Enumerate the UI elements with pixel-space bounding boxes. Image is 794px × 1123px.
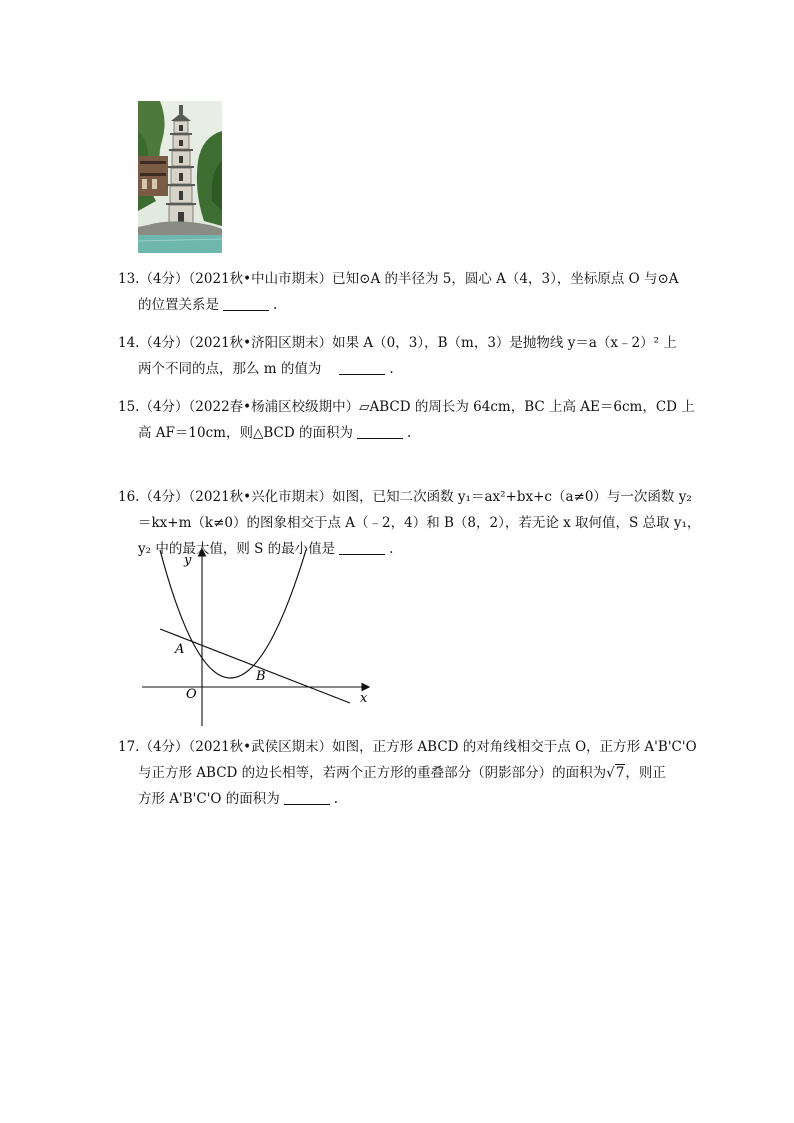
question-16-line-1: 16.（4分）（2021秋•兴化市期末）如图，已知二次函数 y₁＝ax²+bx+c（a≠0）与一次函数 y₂ <box>118 489 692 505</box>
pagoda-photo <box>138 101 222 253</box>
question-17-line-2-text: 与正方形 ABCD 的边长相等，若两个正方形的重叠部分（阴影部分）的面积为 <box>138 765 607 781</box>
question-13-line-2 <box>118 292 678 318</box>
question-15-line-2 <box>118 420 678 446</box>
answer-blank-17[interactable] <box>284 790 330 805</box>
question-14-line-2-text: 两个不同的点，那么 m 的值为 <box>138 361 322 377</box>
question-14 <box>118 330 678 382</box>
question-17-line-3-text: 方形 A'B'C'O 的面积为 <box>138 791 280 807</box>
sqrt-expression: √7 <box>606 765 625 781</box>
point-b-label: B <box>256 669 266 684</box>
y-axis-label: y <box>184 553 192 568</box>
question-13 <box>118 266 678 318</box>
answer-blank-13[interactable] <box>223 296 269 311</box>
question-13-tail: . <box>273 297 278 313</box>
question-14-line-2 <box>118 356 678 382</box>
question-17-line-3 <box>118 786 678 812</box>
sqrt-radicand: 7 <box>615 765 625 781</box>
question-17-line-2 <box>118 760 678 786</box>
question-15 <box>118 394 695 446</box>
question-17-line-2-after: ，则正 <box>625 765 666 781</box>
question-13-line-2-text: 的位置关系是 <box>138 297 219 313</box>
origin-label: O <box>186 687 197 702</box>
answer-blank-15[interactable] <box>357 424 403 439</box>
question-16-line-2: ＝kx+m（k≠0）的图象相交于点 A（﹣2，4）和 B（8，2），若无论 x 取何值，S 总取 y₁， <box>138 515 701 531</box>
question-17-tail: . <box>333 791 339 807</box>
question-15-tail: . <box>406 425 412 441</box>
parabola-curve <box>160 550 306 678</box>
question-17-line-1: 17.（4分）（2021秋•武侯区期末）如图，正方形 ABCD 的对角线相交于点 O，正方形 A'B'C'O <box>118 739 697 755</box>
question-16-line-3-text: y₂ 中的最大值，则 S 的最小值是 <box>138 541 336 557</box>
question-13-line-1: 13.（4分）（2021秋•中山市期末）已知⊙A 的半径为 5，圆心 A（4，3），坐标原点 O 与⊙A <box>118 271 679 287</box>
question-15-line-2-text: 高 AF＝10cm，则△BCD 的面积为 <box>138 425 353 441</box>
x-axis-label: x <box>360 691 368 706</box>
question-14-line-1: 14.（4分）（2021秋•济阳区期末）如果 A（0，3），B（m，3）是抛物线 y＝a（x﹣2）² 上 <box>118 335 677 351</box>
question-16-tail: . <box>389 541 394 557</box>
function-graph <box>136 544 376 728</box>
question-14-tail: . <box>389 361 394 377</box>
question-17 <box>118 734 697 812</box>
point-a-label: A <box>175 642 185 657</box>
answer-blank-14[interactable] <box>339 360 385 375</box>
question-15-line-1: 15.（4分）（2022春•杨浦区校级期中）▱ABCD 的周长为 64cm，BC 上高 AE＝6cm，CD 上 <box>118 399 695 415</box>
